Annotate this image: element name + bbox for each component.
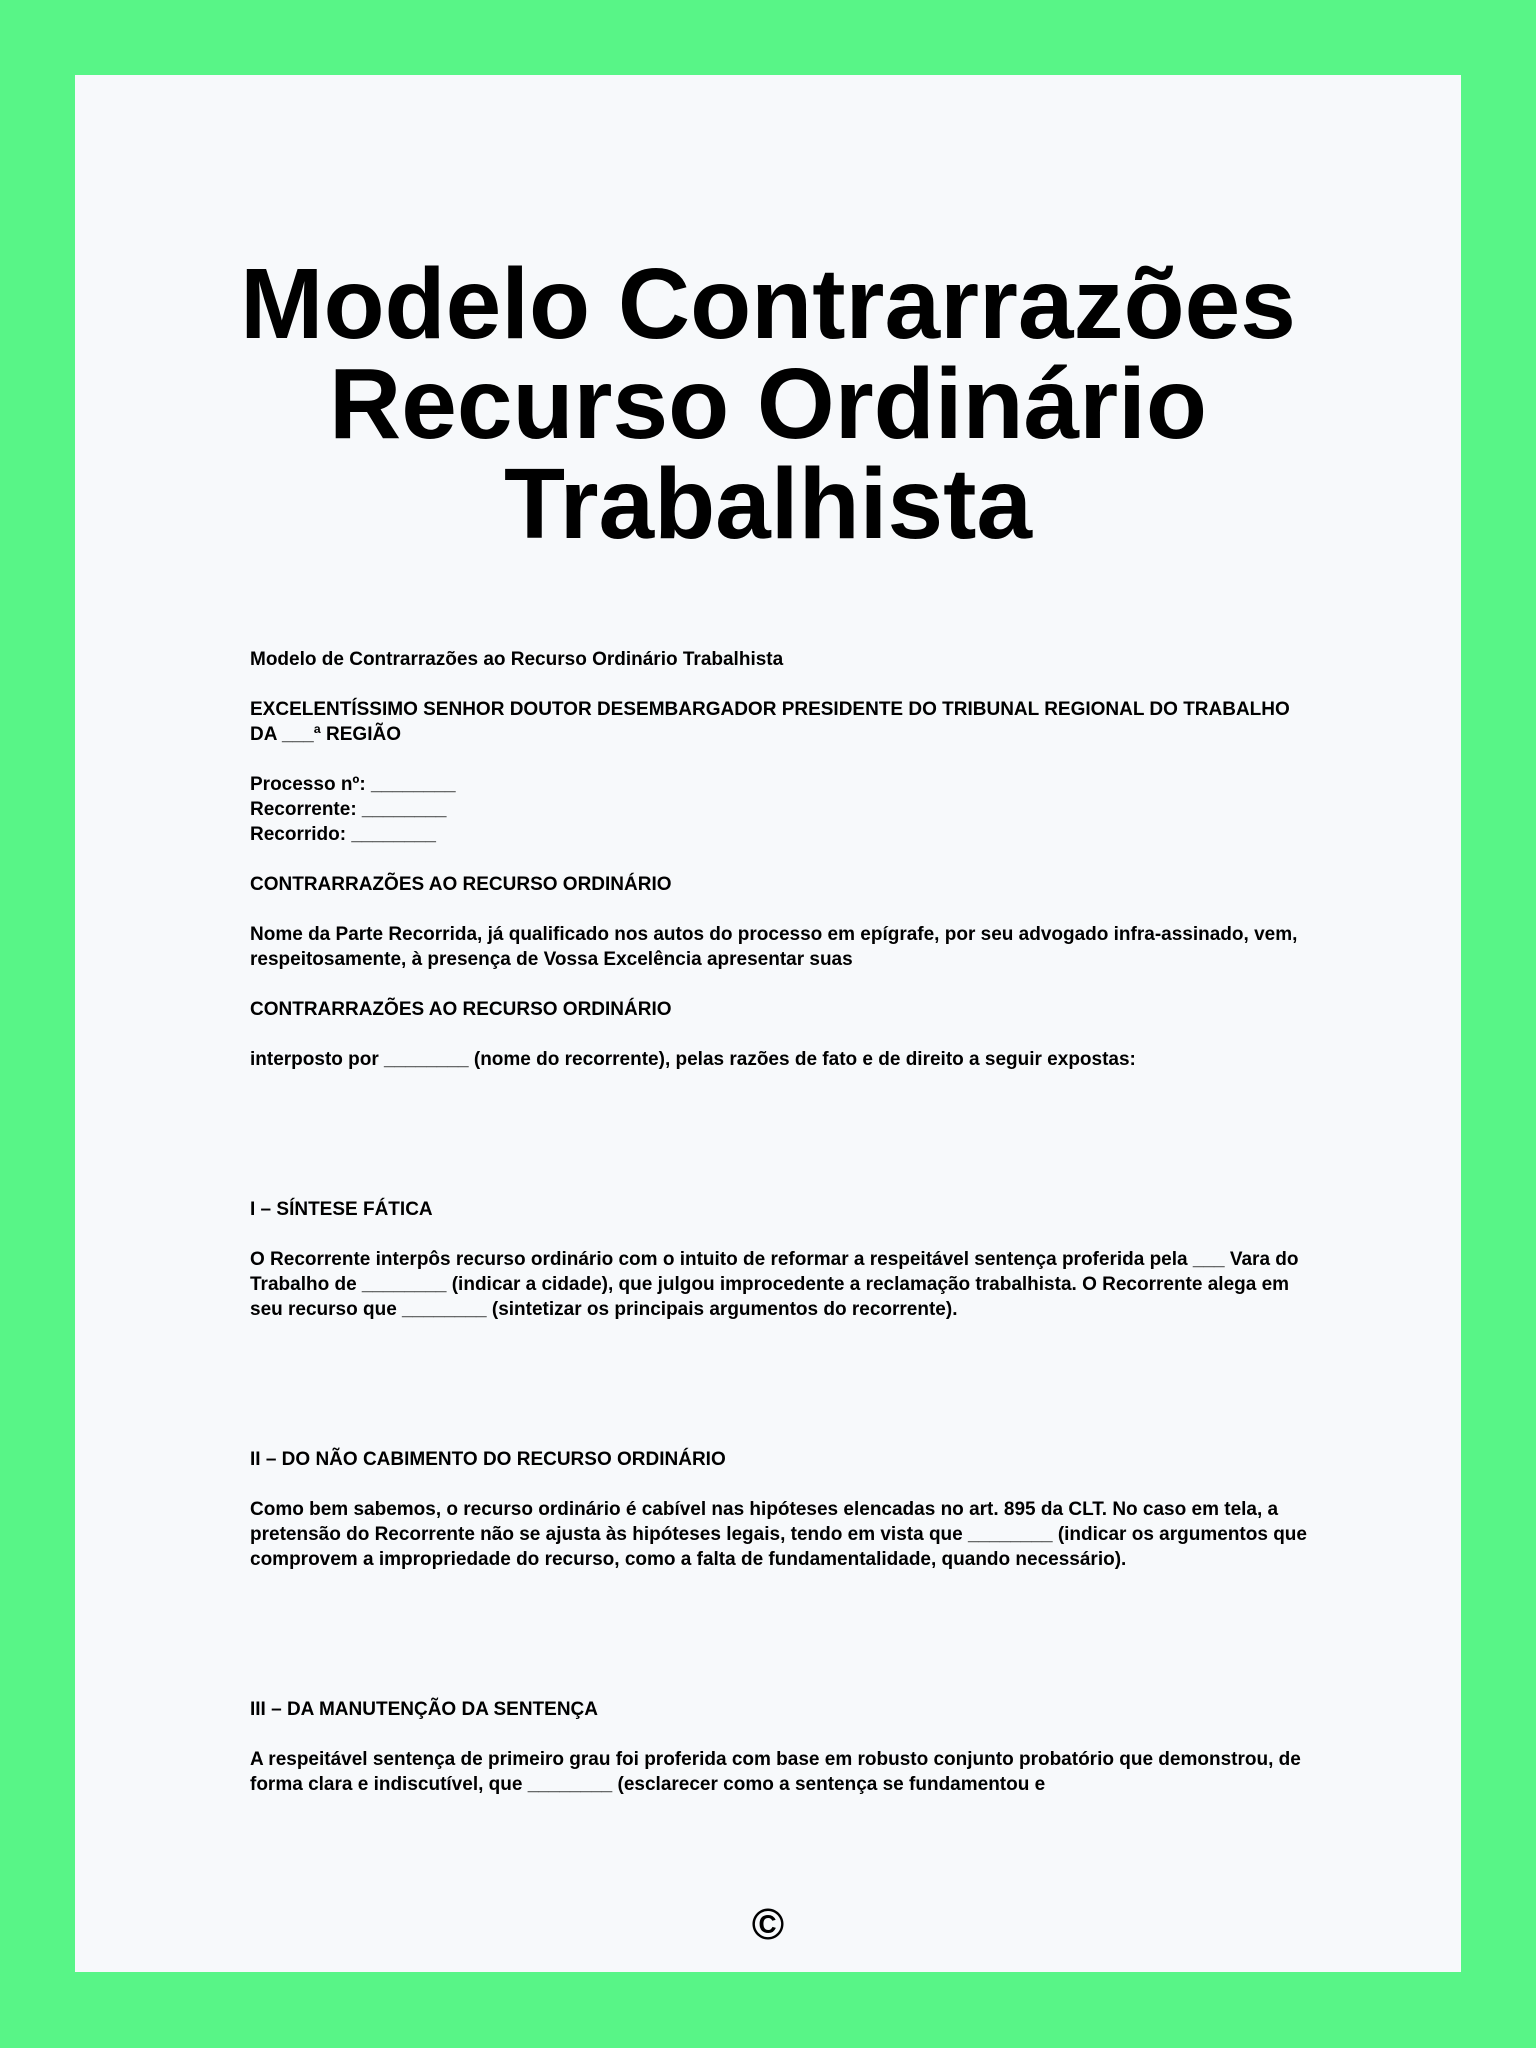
- section-2-title: II – DO NÃO CABIMENTO DO RECURSO ORDINÁRIO: [250, 1449, 726, 1470]
- appellee: Recorrido: ________: [250, 824, 436, 845]
- section-3-text: A respeitável sentença de primeiro grau foi proferida com base em robusto conjunto probatório que demonstrou, de forma clara e indiscutível, que ________ (esclarecer como a sentença se fundamentou e: [250, 1749, 1301, 1795]
- intro-paragraph: Nome da Parte Recorrida, já qualificado nos autos do processo em epígrafe, por seu advogado infra-assinado, vem, respeitosamente, à presença de Vossa Excelência apresentar suas: [250, 924, 1298, 970]
- section-1-text: O Recorrente interpôs recurso ordinário com o intuito de reformar a respeitável sentença proferida pela ___ Vara do Trabalho de ________ (indicar a cidade), que julgou improcedente a reclamação trabalhista. O Recorrente alega em seu recurso que ________ (sintetizar os principais argumentos do recorrente).: [250, 1249, 1299, 1320]
- section-2-text: Como bem sabemos, o recurso ordinário é cabível nas hipóteses elencadas no art. 895 da CLT. No caso em tela, a pretensão do Recorrente não se ajusta às hipóteses legais, tendo em vista que ________ (indicar os argumentos que comprovem a impropriedade do recurso, como a falta de fundamentalidade, quando necessário).: [250, 1499, 1307, 1570]
- filed-by-paragraph: interposto por ________ (nome do recorrente), pelas razões de fato e de direito a seguir expostas:: [250, 1049, 1136, 1070]
- appellant: Recorrente: ________: [250, 799, 447, 820]
- title-line-1: Modelo Contrarrazões: [240, 248, 1296, 360]
- process-number: Processo nº: ________: [250, 774, 456, 795]
- section-3-title: III – DA MANUTENÇÃO DA SENTENÇA: [250, 1699, 598, 1720]
- title-line-2: Recurso Ordinário: [329, 348, 1207, 460]
- document-page: [75, 75, 1461, 1972]
- document-heading: Modelo de Contrarrazões ao Recurso Ordinário Trabalhista: [250, 649, 784, 670]
- addressee: EXCELENTÍSSIMO SENHOR DOUTOR DESEMBARGADOR PRESIDENTE DO TRIBUNAL REGIONAL DO TRABALHO DA ___ª REGIÃO: [250, 699, 1290, 745]
- title-line-3: Trabalhista: [504, 448, 1032, 560]
- section-1-title: I – SÍNTESE FÁTICA: [250, 1199, 433, 1220]
- counter-heading-1: CONTRARRAZÕES AO RECURSO ORDINÁRIO: [250, 874, 672, 895]
- counter-heading-2: CONTRARRAZÕES AO RECURSO ORDINÁRIO: [250, 999, 672, 1020]
- copyright-icon: ©: [751, 1900, 785, 1949]
- document-title: [75, 248, 1461, 560]
- document-body: [250, 647, 1310, 1822]
